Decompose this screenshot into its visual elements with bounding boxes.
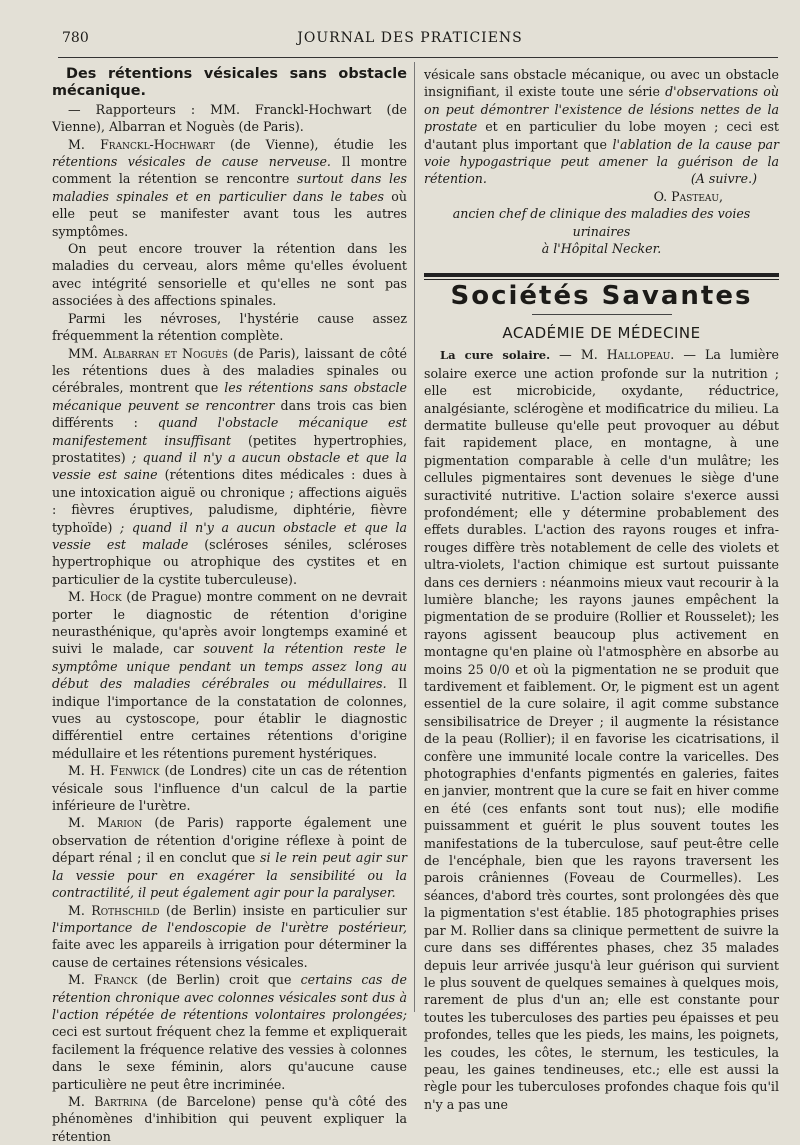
left-column [52, 66, 407, 1145]
column-divider [414, 62, 415, 1012]
journal-title: JOURNAL DES PRATICIENS [297, 30, 523, 46]
academy-heading: ACADÉMIE DE MÉDECINE [502, 323, 701, 342]
section-short-rule [532, 314, 672, 315]
section-rule [424, 273, 779, 280]
paragraph: La cure solaire. — M. Hallopeau. — La lumière solaire exerce une action profonde sur la nutrition ; elle est microbicide, oxydante, réductrice, analgésiante, sclérogène et modificatrice du milieu. La dermatite bulleuse qu'elle peut provoquer au début fait rapidement place, en montagne, à une pigmentation comparable à celle d'un mulâtre; les cellules pigmentaires sont devenues le siège d'une suractivité nutritive. L'action solaire s'exerce aussi profondément; elle y détermine probablement des effets durables. L'action des rayons rouges et infra-rouges diffère très notablement de celle des violets et ultra-violets, l'action chimique est surtout puissante dans ces derniers : néanmoins mieux vaut recourir à la lumière blanche; les rayons jaunes empêchent la pigmentation de se produire (Rollier et Rousselet); les rayons agissent beaucoup plus activement en montagne qu'en plaine où l'atmosphère en absorbe au moins 25 0/0 et où la pigmentation ne se produit que tardivement et faiblement. Or, le pigment est un agent essentiel de la cure solaire, il agit comme substance sensibilisatrice de Dreyer ; il augmente la résistance de la peau (Rollier); il en favorise les cicatrisations, il confère une immunité locale contre la varicelles. Des photographies d'enfants pigmentés en galeries, faites en janvier, montrent que la cure se fait en hiver comme en été (ces enfants sont tout nus); elle modifie puissamment et guérit le plus souvent toutes les manifestations de la tuberculose, sauf peut-être celle de l'encéphale, bien que les rayons traversent les parois crâniennes (Foveau de Courmelles). Les séances, d'abord très courtes, sont prolongées dès que la pigmentation s'est établie. 185 photographies prises par M. Rollier dans sa clinique permettent de suivre la cure dans ses différentes phases, chez 35 malades depuis leur arrivée jusqu'à leur guérison qui survient le plus souvent de quelques semaines à quelques mois, rarement de plus d'un an; elle est constante pour toutes les tuberculoses des parties peu épaisses et peu profondes, telles que les pieds, les mains, les poignets, les coudes, les côtes, le sternum, les testicules, la peau, les gaines tendineuses, etc.; elle est aussi la règle pour les tuberculoses profondes chaque fois qu'il n'y a pas une [424, 347, 779, 1112]
page-number: 780 [62, 30, 89, 46]
paragraph: MM. Albarran et Noguès (de Paris), laissant de côté les rétentions dues à des maladies spinales ou cérébrales, montrent que les rétentions sans obstacle mécanique peuvent se rencontrer dans trois cas bien différents : quand l'obstacle mécanique est manifestement insuffisant (petites hypertrophies, prostatites) ; quand il n'y a aucun obstacle et que la vessie est saine (rétentions dites médicales : dues à une intoxication aiguë ou chronique ; affections aiguës : fièvres éruptives, paludisme, diphtérie, fièvre typhoïde) ; quand il n'y a aucun obstacle et que la vessie est malade (scléroses séniles, scléroses hypertrophique ou atrophique des cystites et en particulier de la cystite tuberculeuse). [52, 345, 408, 587]
paragraph: M. Franck (de Berlin) croit que certains cas de rétention chronique avec colonnes vésicales sont dus à l'action répétée de rétentions volontaires prolongées; ceci est surtout fréquent chez la femme et expliquerait facilement la fréquence relative des vessies à colonnes dans le sexe féminin, alors qu'aucune cause particulière ne peut être incriminée. [52, 972, 408, 1092]
article-title: Des rétentions vésicales sans obstacle mécanique. [52, 66, 407, 100]
paragraph: M. Marion (de Paris) rapporte également une observation de rétention d'origine réflexe à point de départ rénal ; il en conclut que si le rein peut agir sur la vessie pour en exagérer la sensibilité ou la contractilité, il peut également agir pour la paralyser. [52, 815, 408, 901]
paragraph-continuation: vésicale sans obstacle mécanique, ou avec un obstacle insignifiant, il existe toute une série d'observations où on peut démontrer l'existence de lésions nettes de la prostate et en particulier du lobe moyen ; ceci est d'autant plus important que l'ablation de la cause par voie hypogastrique peut amener la guérison de la rétention. (A suivre.) [424, 67, 779, 187]
paragraph: M. Bartrina (de Barcelone) pense qu'à côté des phénomènes d'inhibition qui peuvent expliquer la rétention [52, 1093, 407, 1144]
author-title: ancien chef de clinique des maladies des voies urinaires [452, 206, 751, 239]
paragraph: M. Rothschild (de Berlin) insiste en particulier sur l'importance de l'endoscopie de l'urètre postérieur, faite avec les appareils à irrigation pour déterminer la cause de certaines rétensions vésicales. [52, 902, 408, 970]
paragraph: M. H. Fenwick (de Londres) cite un cas de rétention vésicale sous l'influence d'un calcul de la partie inférieure de l'urètre. [52, 763, 407, 814]
section-title: Sociétés Savantes [450, 281, 753, 312]
page-header [40, 30, 780, 52]
author-affiliation: à l'Hôpital Necker. [541, 241, 662, 257]
paragraph: Parmi les névroses, l'hystérie cause assez fréquemment la rétention complète. [52, 310, 407, 344]
header-rule [58, 57, 778, 58]
article-author: O. Pasteau, [653, 188, 723, 204]
paragraph: On peut encore trouver la rétention dans les maladies du cerveau, alors même qu'elles évoluent avec intégrité sensorielle et qu'elles ne sont pas associées à des affections spinales. [52, 241, 407, 309]
article-intro: — Rapporteurs : MM. Franckl-Hochwart (de Vienne), Albarran et Noguès (de Paris). [52, 101, 407, 135]
paragraph: M. Franckl-Hochwart (de Vienne), étudie les rétentions vésicales de cause nerveuse. Il montre comment la rétention se rencontre surtout dans les maladies spinales et en particulier dans le tabes où elle peut se manifester avant tous les autres symptômes. [52, 136, 407, 239]
right-column [424, 66, 779, 1113]
paragraph: M. Hock (de Prague) montre comment on ne devrait porter le diagnostic de rétention d'origine neurasthénique, qu'après avoir longtemps examiné et suivi le malade, car souvent la rétention reste le symptôme unique pendant un temps assez long au début des maladies cérébrales ou médullaires. Il indique l'importance de la constatation de colonnes, vues au cystoscope, pour établir le diagnostic différentiel entre certaines rétentions d'origine médullaire et les rétentions purement hystériques. [52, 589, 408, 761]
